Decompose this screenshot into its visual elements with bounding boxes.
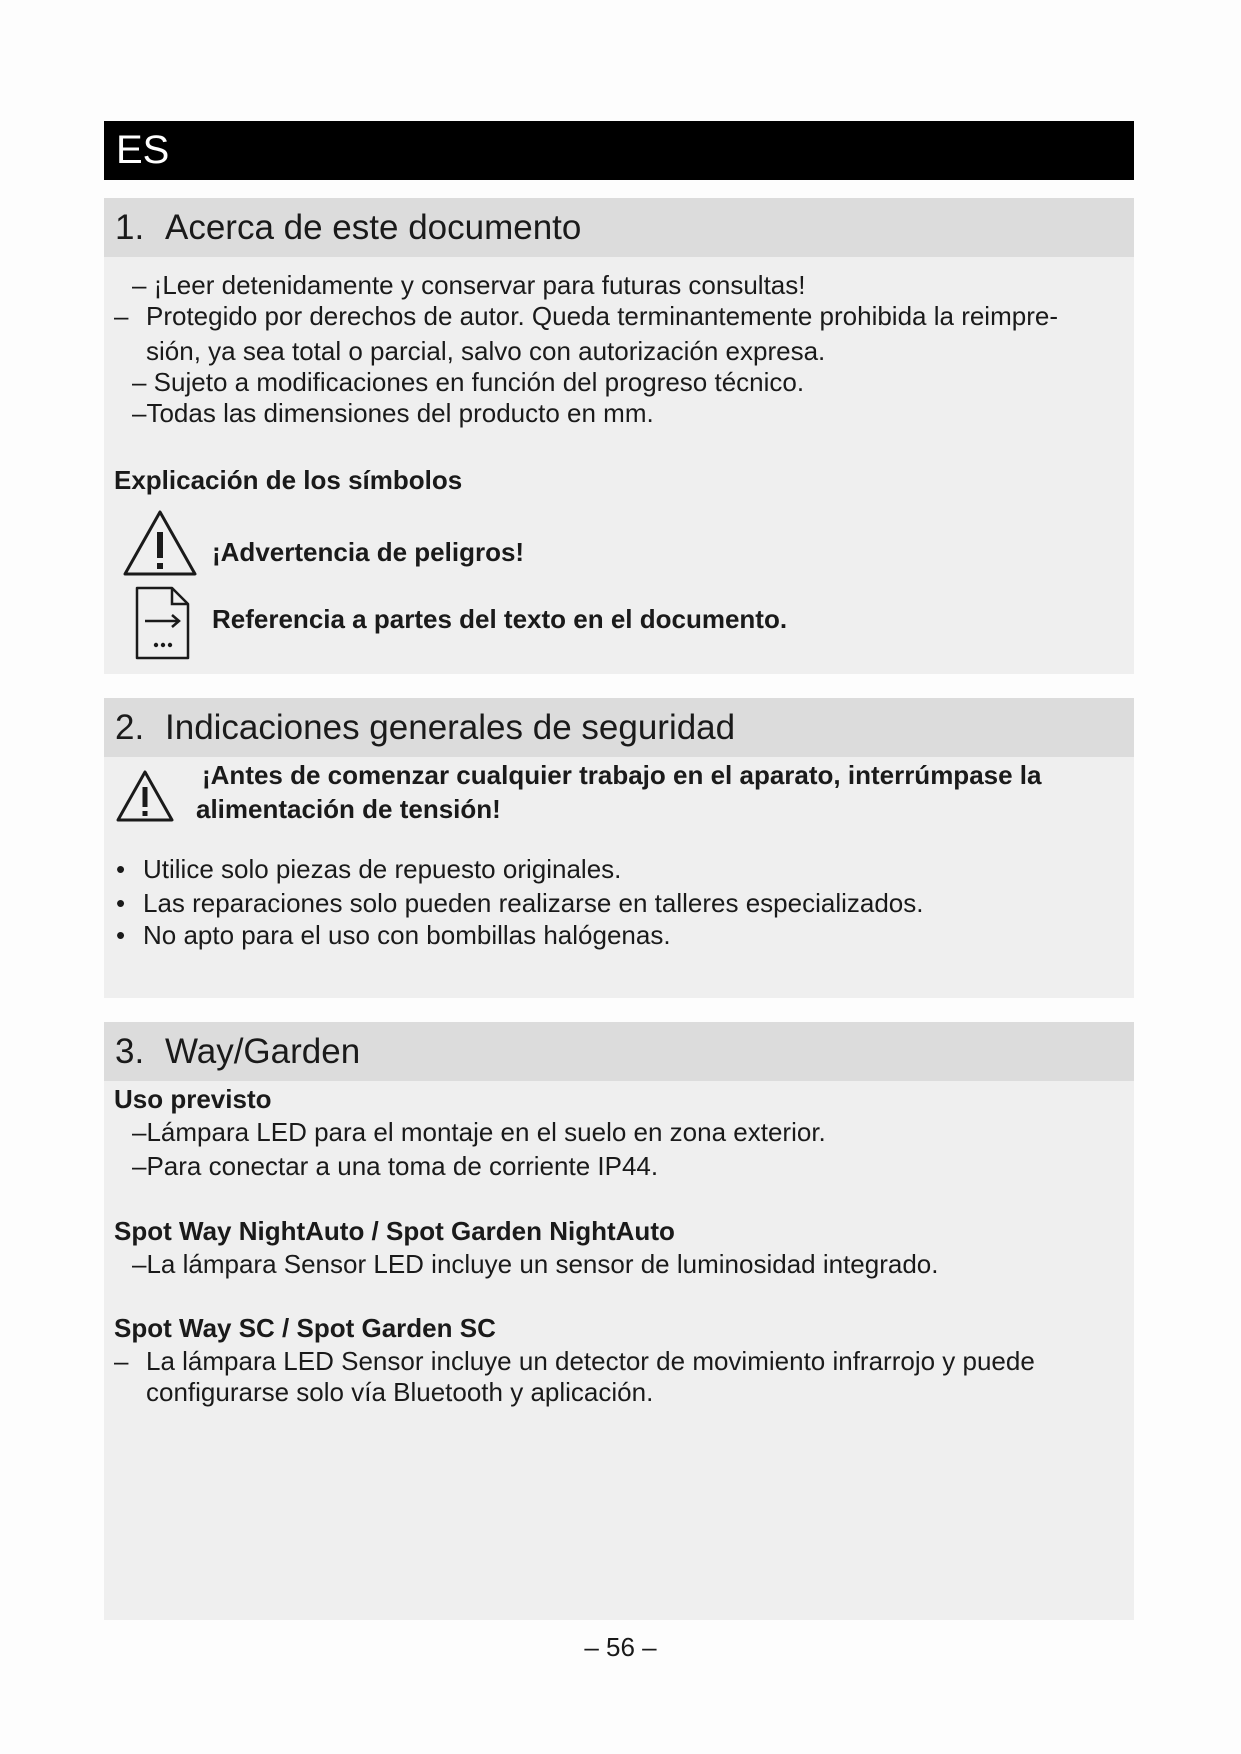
intended-use-heading: Uso previsto: [114, 1084, 272, 1114]
symbols-heading: Explicación de los símbolos: [114, 465, 463, 495]
list-item-dash: –: [114, 1346, 129, 1376]
safety-warning-line-1: ¡Antes de comenzar cualquier trabajo en el aparato, interrúmpase la: [202, 760, 1042, 790]
sc-heading: Spot Way SC / Spot Garden SC: [114, 1313, 496, 1343]
section-2-header: [104, 698, 1134, 757]
section-2-number: 2.: [115, 708, 145, 747]
bullet-item: Las reparaciones solo pueden realizarse en talleres especializados.: [143, 888, 924, 918]
list-item: –Lámpara LED para el montaje en el suelo en zona exterior.: [132, 1117, 826, 1147]
bullet-item: Utilice solo piezas de repuesto originales.: [143, 854, 622, 884]
language-tab: [104, 121, 1134, 180]
list-item: sión, ya sea total o parcial, salvo con autorización expresa.: [146, 336, 826, 366]
list-item: – ¡Leer detenidamente y conservar para futuras consultas!: [132, 270, 806, 300]
list-item: –Para conectar a una toma de corriente IP44.: [132, 1151, 659, 1181]
bullet-icon: •: [116, 854, 126, 884]
list-item: –Todas las dimensiones del producto en mm.: [132, 398, 654, 428]
warning-triangle-icon: [114, 768, 176, 824]
list-item: Protegido por derechos de autor. Queda terminantemente prohibida la reimpre-: [146, 301, 1058, 331]
list-item: –La lámpara Sensor LED incluye un sensor de luminosidad integrado.: [132, 1249, 939, 1279]
section-3-header: [104, 1022, 1134, 1081]
list-item: configurarse solo vía Bluetooth y aplicación.: [146, 1377, 654, 1407]
section-1-number: 1.: [115, 208, 145, 247]
nightauto-heading: Spot Way NightAuto / Spot Garden NightAuto: [114, 1216, 675, 1246]
list-item-dash: –: [114, 301, 129, 331]
language-label: ES: [116, 128, 170, 172]
bullet-icon: •: [116, 920, 126, 950]
symbol-label-reference: Referencia a partes del texto en el documento.: [212, 604, 788, 634]
section-1-title: Acerca de este documento: [165, 208, 582, 247]
list-item: La lámpara LED Sensor incluye un detector de movimiento infrarrojo y puede: [146, 1346, 1035, 1376]
page-number: – 56 –: [584, 1632, 657, 1662]
list-item: – Sujeto a modificaciones en función del progreso técnico.: [132, 367, 805, 397]
section-3-number: 3.: [115, 1032, 145, 1071]
section-3-title: Way/Garden: [165, 1032, 361, 1071]
safety-warning-line-2: alimentación de tensión!: [196, 794, 501, 824]
document-reference-icon: [134, 585, 192, 661]
section-safety: [104, 698, 1134, 998]
warning-triangle-icon: [122, 508, 198, 578]
bullet-icon: •: [116, 888, 126, 918]
section-about-document: [104, 198, 1134, 674]
symbol-label-warning: ¡Advertencia de peligros!: [212, 537, 525, 567]
section-1-header: [104, 198, 1134, 257]
section-2-title: Indicaciones generales de seguridad: [165, 708, 736, 747]
bullet-item: No apto para el uso con bombillas halógenas.: [143, 920, 671, 950]
section-way-garden: [104, 1022, 1134, 1620]
